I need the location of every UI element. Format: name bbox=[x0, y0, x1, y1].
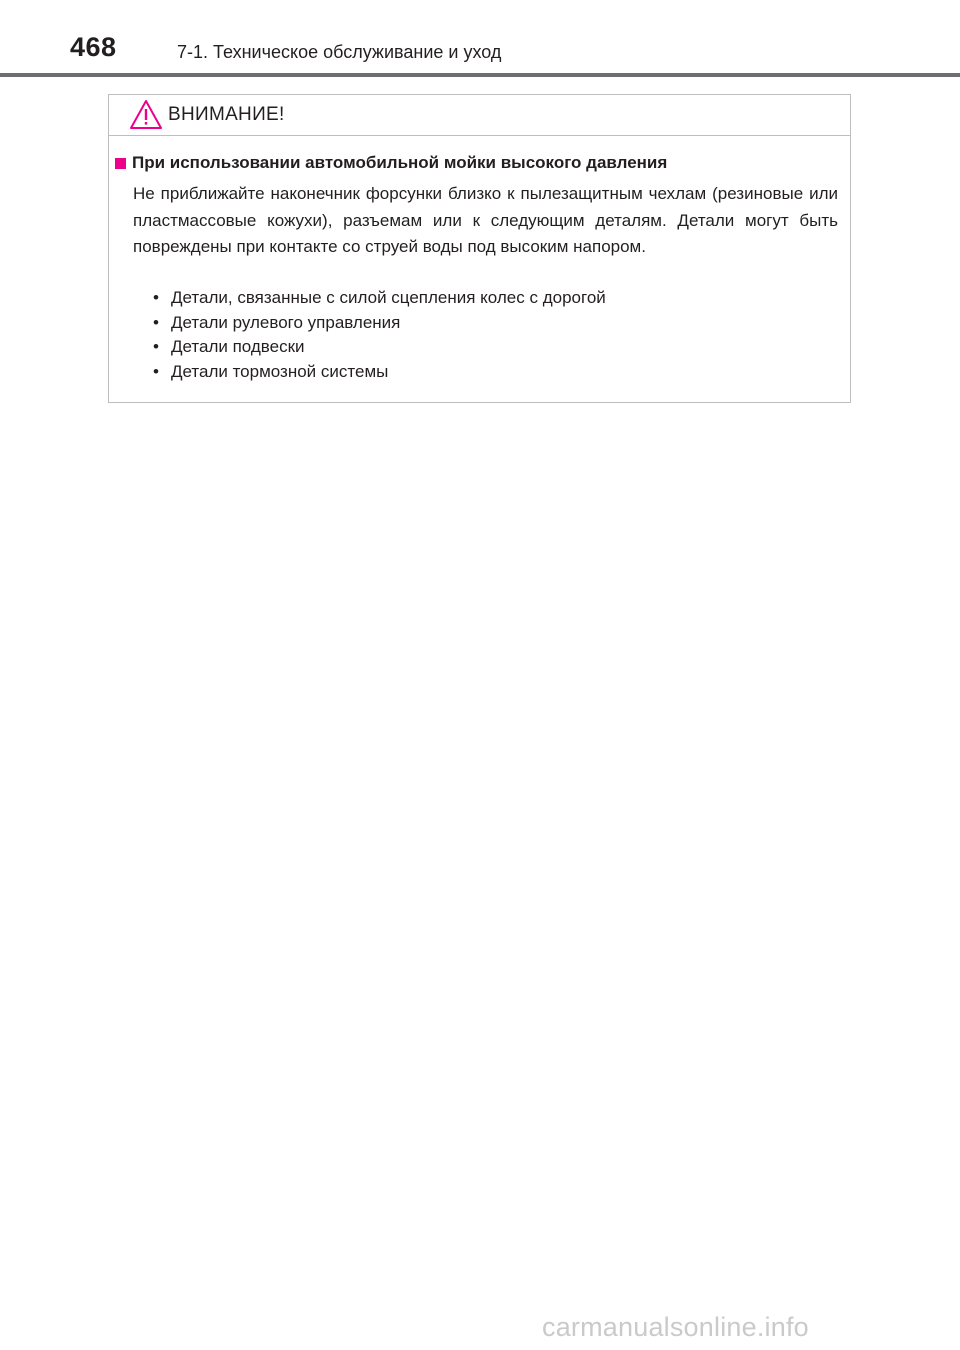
list-item-text: Детали, связанные с силой сцепления колес с дорогой bbox=[171, 288, 606, 307]
square-bullet-icon bbox=[115, 158, 126, 169]
page-number: 468 bbox=[70, 32, 117, 62]
caution-box bbox=[108, 94, 851, 403]
bullet-dot-icon: • bbox=[153, 361, 159, 381]
section-title: 7-1. Техническое обслуживание и уход bbox=[177, 42, 502, 62]
bullet-dot-icon: • bbox=[153, 288, 159, 307]
bullet-dot-icon: • bbox=[153, 337, 159, 356]
caution-title: ВНИМАНИЕ! bbox=[168, 104, 285, 125]
warning-triangle-icon bbox=[129, 99, 163, 130]
list-item-text: Детали рулевого управления bbox=[171, 312, 401, 332]
subheading-text: При использовании автомобильной мойки высокого давления bbox=[132, 153, 668, 172]
caution-header bbox=[109, 95, 850, 136]
watermark: carmanualsonline.info bbox=[542, 1312, 809, 1342]
caution-subheading bbox=[115, 153, 667, 173]
caution-paragraph: Не приближайте наконечник форсунки близко к пылезащитным чехлам (резиновые или пластмассовые кожухи), разъемам или к следующим деталям. Детали могут быть повреждены при контакте со струей воды под высоким напором. bbox=[133, 184, 838, 256]
list-item-text: Детали тормозной системы bbox=[171, 361, 389, 381]
list-item bbox=[153, 286, 606, 311]
header-divider bbox=[0, 73, 960, 77]
bullet-dot-icon: • bbox=[153, 312, 159, 332]
list-item-text: Детали подвески bbox=[171, 337, 305, 356]
page-header bbox=[0, 0, 960, 78]
list-item bbox=[153, 311, 606, 336]
list-item bbox=[153, 335, 606, 360]
parts-list bbox=[153, 286, 606, 384]
list-item bbox=[153, 360, 606, 385]
